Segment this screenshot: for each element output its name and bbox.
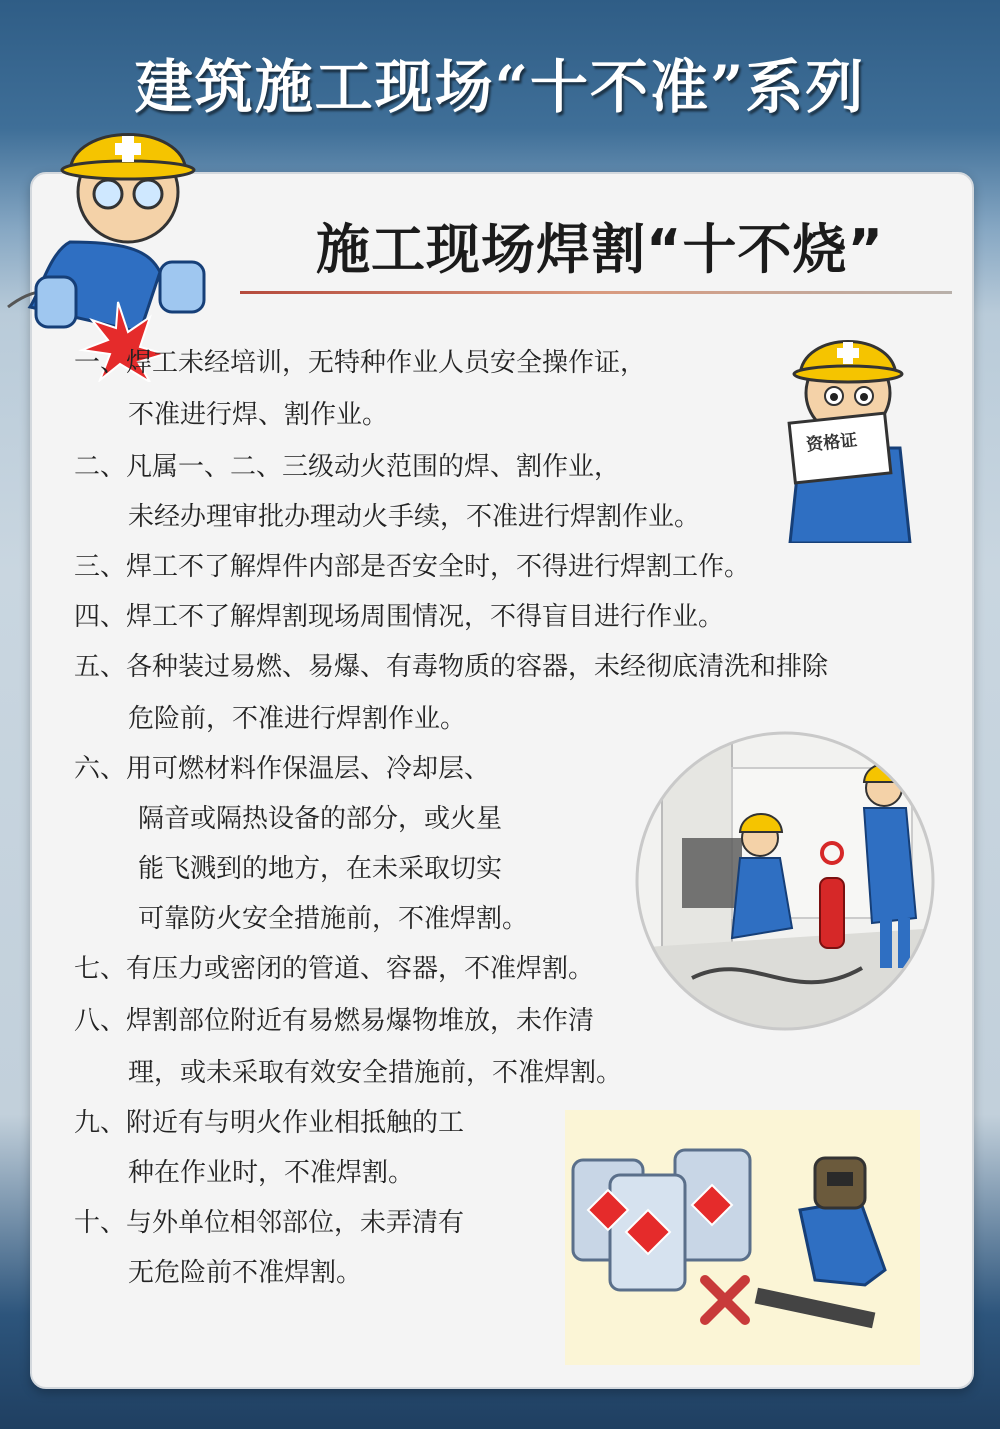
title-divider [240,291,952,294]
rule-10-line-2: 无危险前不准焊割。 [128,1258,363,1288]
rule-4-line-1: 四、焊工不了解焊割现场周围情况，不得盲目进行作业。 [74,602,725,632]
rule-8-line-2: 理，或未采取有效安全措施前，不准焊割。 [128,1058,623,1088]
poster-title: 建筑施工现场“十不准”系列 [134,53,866,121]
rule-6-line-3: 能飞溅到的地方，在未采取切实 [138,854,503,884]
rule-1-line-2: 不准进行焊、割作业。 [128,400,389,430]
rule-2-line-1: 二、凡属一、二、三级动火范围的焊、割作业， [74,452,621,482]
rule-3-line-1: 三、焊工不了解焊件内部是否安全时，不得进行焊割工作。 [74,552,751,582]
rule-6-line-1: 六、用可燃材料作保温层、冷却层、 [74,754,491,784]
rule-5-line-2: 危险前，不准进行焊割作业。 [128,704,467,734]
rule-6-line-4: 可靠防火安全措施前，不准焊割。 [138,904,529,934]
rule-10-line-1: 十、与外单位相邻部位，未弄清有 [74,1208,465,1238]
rule-5-line-1: 五、各种装过易燃、易爆、有毒物质的容器，未经彻底清洗和排除 [74,652,829,682]
rule-9-line-1: 九、附近有与明火作业相抵触的工 [74,1108,465,1138]
rule-6-line-2: 隔音或隔热设备的部分，或火星 [138,804,503,834]
sub-title: 施工现场焊割“十不烧” [316,218,884,281]
rule-1-line-1: 一、焊工未经培训，无特种作业人员安全操作证， [74,348,647,378]
hazard-barrels-icon [565,1110,920,1365]
certificate-label: 资格证 [805,430,859,456]
rule-2-line-2: 未经办理审批办理动火手续，不准进行焊割作业。 [128,502,701,532]
welding-scene-icon [632,728,938,1034]
welder-mascot-icon [0,92,250,382]
rule-8-line-1: 八、焊割部位附近有易燃易爆物堆放，未作清 [74,1006,595,1036]
rule-7-line-1: 七、有压力或密闭的管道、容器，不准焊割。 [74,954,595,984]
rule-9-line-2: 种在作业时，不准焊割。 [128,1158,415,1188]
